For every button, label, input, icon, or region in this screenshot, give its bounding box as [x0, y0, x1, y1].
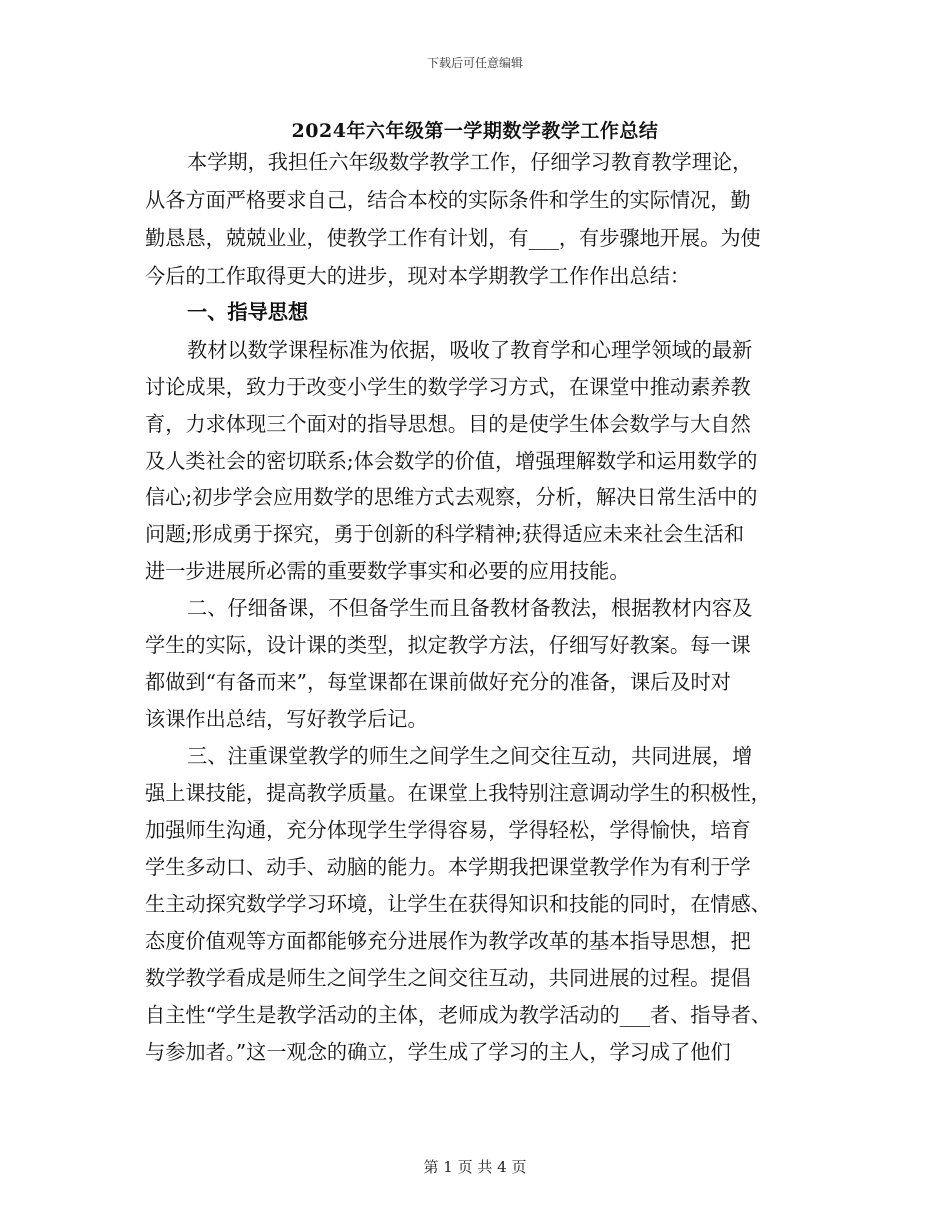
- page-number: 第 1 页 共 4 页: [423, 1158, 527, 1176]
- paragraph-line: 学生多动口、动手、动脑的能力。本学期我把课堂教学作为有利于学: [145, 855, 751, 879]
- paragraph-line: 及人类社会的密切联系;体会数学的价值，增强理解数学和运用数学的: [145, 449, 758, 473]
- paragraph-line: 问题;形成勇于探究，勇于创新的科学精神;获得适应未来社会生活和: [145, 522, 745, 546]
- paragraph-line: 自主性“学生是教学活动的主体，老师成为教学活动的___者、指导者、: [145, 1003, 772, 1027]
- paragraph-line: 与参加者。”这一观念的确立，学生成了学习的主人，学习成了他们: [145, 1040, 731, 1064]
- paragraph-line: 讨论成果，致力于改变小学生的数学学习方式，在课堂中推动素养教: [145, 375, 751, 399]
- header-note: 下载后可任意编辑: [426, 56, 523, 70]
- document-title: 2024年六年级第一学期数学教学工作总结: [291, 120, 659, 142]
- paragraph-line: 三、注重课堂教学的师生之间学生之间交往互动，共同进展，增: [187, 744, 753, 768]
- paragraph-line: 本学期，我担任六年级数学教学工作，仔细学习教育教学理论，: [187, 150, 753, 174]
- paragraph-line: 今后的工作取得更大的进步，现对本学期教学工作作出总结：: [145, 264, 691, 288]
- paragraph-line: 加强师生沟通，充分体现学生学得容易，学得轻松，学得愉快，培育: [145, 818, 751, 842]
- paragraph-line: 强上课技能，提高教学质量。在课堂上我特别注意调动学生的积极性，: [145, 781, 771, 805]
- paragraph-line: 态度价值观等方面都能够充分进展作为教学改革的基本指导思想，把: [145, 929, 751, 953]
- paragraph-line: 学生的实际，设计课的类型，拟定教学方法，仔细写好教案。每一课: [145, 633, 751, 657]
- paragraph-line: 二、仔细备课，不但备学生而且备教材备教法，根据教材内容及: [187, 596, 753, 620]
- paragraph-line: 勤恳恳，兢兢业业，使教学工作有计划，有___，有步骤地开展。为使: [145, 226, 761, 250]
- paragraph-line: 育，力求体现三个面对的指导思想。目的是使学生体会数学与大自然: [145, 412, 751, 436]
- paragraph-line: 该课作出总结，写好教学后记。: [145, 707, 428, 731]
- paragraph-line: 数学教学看成是师生之间学生之间交往互动，共同进展的过程。提倡: [145, 966, 751, 990]
- paragraph-line: 信心;初步学会应用数学的思维方式去观察，分析，解决日常生活中的: [145, 485, 758, 509]
- paragraph-line: 教材以数学课程标准为依据，吸收了教育学和心理学领域的最新: [187, 338, 753, 362]
- paragraph-line: 都做到“有备而来”，每堂课都在课前做好充分的准备，课后及时对: [145, 670, 731, 694]
- paragraph-line: 生主动探究数学学习环境，让学生在获得知识和技能的同时，在情感、: [145, 892, 771, 916]
- section-heading: 一、指导思想: [187, 300, 309, 324]
- paragraph-line: 进一步进展所必需的重要数学事实和必要的应用技能。: [145, 559, 630, 583]
- paragraph-line: 从各方面严格要求自己，结合本校的实际条件和学生的实际情况，勤: [145, 188, 751, 212]
